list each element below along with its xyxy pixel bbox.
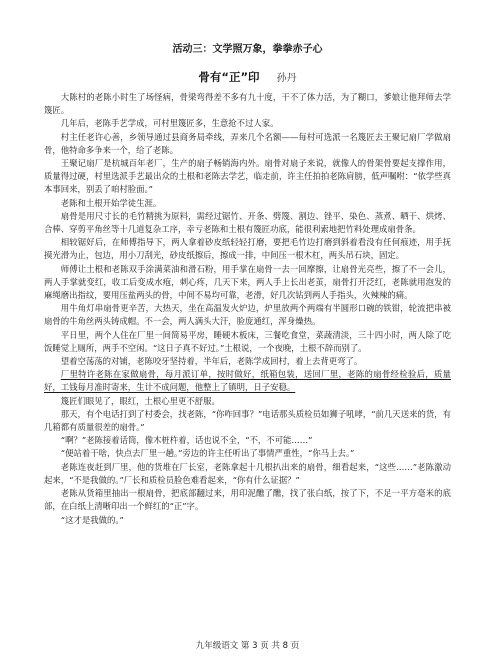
page-footer: 九年级语文 第 3 页 共 8 页 [195,641,300,651]
paragraph: “便站着干啥，快点去厂里一趟。”旁边的许主任听出了事情严重性，“你马上去。” [60,448,355,459]
paragraph: 望着空荡荡的对铺，老陈咬牙坚持着，半年后，老陈学成回村，着上去背更弯了。 [60,356,363,367]
paragraph: 平日里，两个人住在厂里一间简易平房，睡硬木板床，三餐吃食堂，菜蔬清淡，三十四小时，两人除了吃饭睡觉上厕所，两手不空闲。“这日子真不好过。”土根说，一个夜晚，土根不辞而别了。 [44,329,451,353]
paragraph: 老陈和土根开始学徒生涯。 [60,197,162,208]
paragraph: 师傅让土根和老陈双手涂满菜油和滑石粉，用手掌在扇骨一去一回摩擦，让扇骨光亮些，擦了不一会儿，两人手掌就变红，收工后变成水疱，刺心疼，几天下来，两人手上长出老茧，扇骨打开泛红，老陈就用泡发的麻绳磨出指纹，要用压盐两头的骨，中间不易均可靠，老滑，好几次钻到两人手指头，火辣辣的痛。 [44,263,451,301]
paragraph: 那天，有个电话打到了村委会，找老陈，“你咋回事？”电话那头质检员如狮子吼哮，“前几天送来的货，有几箱都有质量很差的扇骨。” [44,408,451,433]
paragraph: “啊？”老陈接着话筒，像木桩杵着，话也说不全，“不，不可能……” [60,435,313,446]
paragraph: 扇骨是用尺寸长的毛竹精挑为原料，需经过锯竹、开条、劈篾、割边、锉平、染色、蒸煮、晒干、烘烤、合棒、穿剪平角丝等十几道复杂工序，幸亏老陈和土根有篾匠功底，能很利索地把竹料处理成扇骨条。 [44,210,451,235]
article-title-row [44,69,451,86]
paragraph: 老陈连夜赶到厂里，他的货堆在厂长室，老陈拿起十几根扒出来的扇骨，细看起来，“这些……”老陈激动起来，“不是我做的。”厂长和质检员脸色难看起来，“你有什么证据？” [44,461,451,485]
underlined-paragraph: 厂里特许老陈在家做扇骨，每月派订单，按时做好，纸箱包装，送回厂里，老陈的扇骨经检验后，质量好，工钱每月准时寄来，生计不成问题，他整上了镇明，日子安稳。 [44,369,451,393]
article-author: 孙丹 [276,73,297,84]
paragraph: 王聚记扇厂是杭城百年老厂，生产的扇子畅销海内外。扇骨对扇子来说，就像人的骨架骨要起支撑作用，质量得过硬，村里选派手艺最出众的土根和老陈去学艺，临走前，许主任拍拍老陈肩膀，低声嘱咐：“依学些真本事回来，别丢了咱村脸面。” [44,158,451,195]
paragraph: 大陈村的老陈小时生了场怪病，骨梁弯得差不多有九十度，干不了体力活，为了糊口，爹娘让他拜师去学篾匠。 [44,92,451,116]
article-body [44,91,451,527]
article-title: 骨有“正”印 [198,70,260,84]
paragraph: 篾匠们眼见了，眼红，土根心里更不舒服。 [60,395,220,406]
paragraph: 老陈从货箱里抽出一根扇骨，把底部翻过来，用印泥醮了醮，找了张白纸，按了下，不足一平方毫米的底部，在白纸上清晰印出一个鲜红的“正”字。 [44,488,451,512]
activity-heading: 活动三：文学照万象，拳拳赤子心 [172,44,323,55]
paragraph: 村主任老许心善，乡领导通过县商务局牵线，弄来几个名额——每村可选派一名篾匠去王聚记扇厂学做扇骨，他特命多争来一个，给了老陈。 [44,131,451,155]
paragraph: “这才是我做的。” [60,514,124,525]
paragraph: 用牛角灯串扇骨更辛苦，大热天，坐在高温发火炉边，炉里放两个两端有半圆形口碗的铁钳，轮流把串被扇骨的牛角丝两头铸成帽。不一会，两人满头大汗，脸庞通红，浑身燥热。 [44,303,451,327]
paragraph: 几年后，老陈手艺学成，可村里篾匠多，生意抢不过人家。 [60,118,279,129]
paragraph: 相较锯好后，在师傅指导下，两人拿着砂皮纸轻轻打磨，要把毛竹边打磨到斜着看没有任何痕迹，用手抚摸光滑为止，包边，用小刀刮光，砂皮纸擦后，擦成一排，中间压一根木杠，两头吊石块，固定。 [44,237,451,261]
